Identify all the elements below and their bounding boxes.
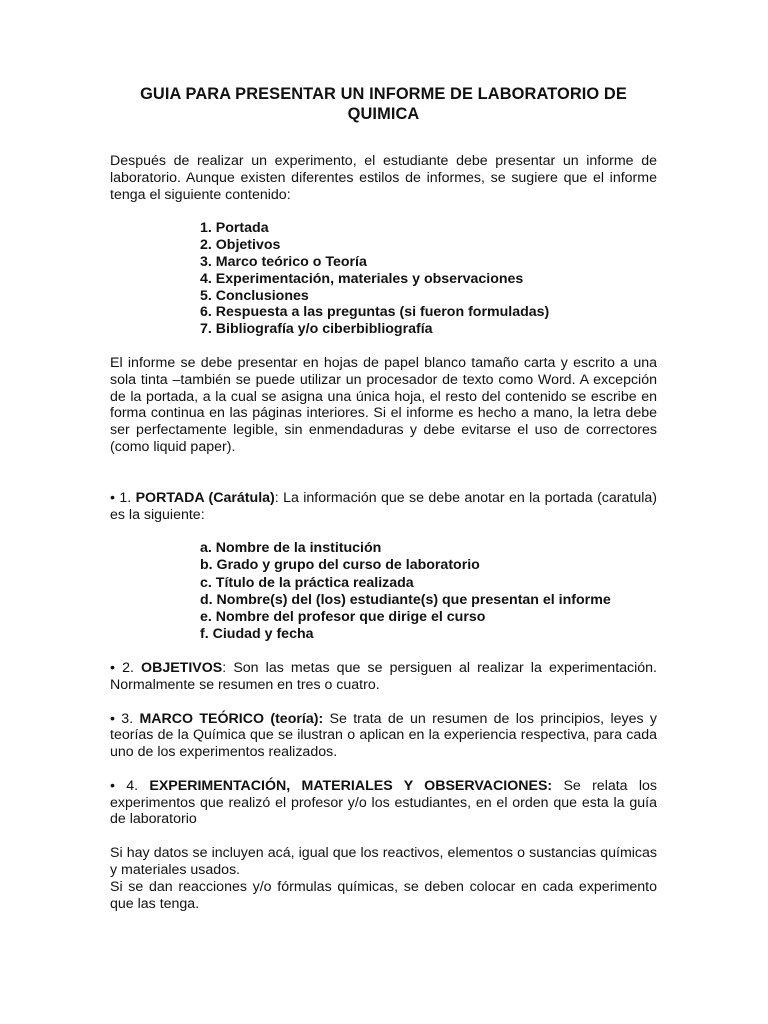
section-heading: OBJETIVOS (141, 659, 223, 676)
intro-paragraph: Después de realizar un experimento, el estudiante debe presentar un informe de laboratorio. Aunque existen diferentes estilos de informes, se sugiere que el informe tenga el siguiente contenido: (110, 153, 657, 203)
portada-items-list (200, 540, 657, 643)
list-item: f. Ciudad y fecha (200, 625, 314, 642)
section-heading: MARCO TEÓRICO (teoría): (139, 710, 324, 727)
list-item: d. Nombre(s) del (los) estudiante(s) que presentan el informe (200, 591, 611, 608)
list-item: a. Nombre de la institución (200, 540, 382, 557)
contents-list (200, 220, 657, 338)
list-item: 6. Respuesta a las preguntas (si fueron formuladas) (200, 304, 550, 321)
bullet-number: • 1. (110, 489, 136, 506)
section-marco-teorico (110, 711, 657, 761)
bullet-number: • 3. (110, 710, 140, 727)
experimentacion-reactions-paragraph: Si se dan reacciones y/o fórmulas químicas, se deben colocar en cada experimento que las tenga. (110, 878, 657, 912)
list-item: 4. Experimentación, materiales y observaciones (200, 270, 524, 287)
list-item: 1. Portada (200, 220, 269, 237)
section-objetivos (110, 660, 657, 694)
bullet-number: • 4. (110, 777, 150, 794)
list-item: b. Grado y grupo del curso de laboratorio (200, 557, 480, 574)
section-heading: PORTADA (Carátula) (135, 489, 275, 506)
bullet-number: • 2. (110, 659, 142, 676)
list-item: 7. Bibliografía y/o ciberbibliografía (200, 321, 433, 338)
section-text: Se relata los experimentos que realizó el profesor y/o los estudiantes, en el orden que esta la guía de laboratorio (110, 777, 657, 828)
section-text: : Son las metas que se persiguen al realizar la experimentación. Normalmente se resumen en tres o cuatro. (110, 659, 657, 693)
section-experimentacion (110, 778, 657, 828)
section-portada (110, 490, 657, 524)
list-item: e. Nombre del profesor que dirige el curso (200, 608, 486, 625)
section-text: : La información que se debe anotar en la portada (caratula) es la siguiente: (110, 489, 657, 523)
list-item: c. Título de la práctica realizada (200, 574, 414, 591)
list-item: 3. Marco teórico o Teoría (200, 253, 367, 270)
document-title: GUIA PARA PRESENTAR UN INFORME DE LABORATORIO DE QUIMICA (140, 85, 627, 123)
format-paragraph: El informe se debe presentar en hojas de papel blanco tamaño carta y escrito a una sola tinta –también se puede utilizar un procesador de texto como Word. A excepción de la portada, a la cual se asigna una única hoja, el resto del contenido se escribe en forma continua en las páginas interiores. Si el informe es hecho a mano, la letra debe ser perfectamente legible, sin enmendaduras y debe evitarse el uso de correctores (como liquid paper). (110, 354, 657, 455)
section-heading: EXPERIMENTACIÓN, MATERIALES Y OBSERVACIONES: (149, 777, 553, 794)
list-item: 5. Conclusiones (200, 287, 309, 304)
experimentacion-data-paragraph: Si hay datos se incluyen acá, igual que los reactivos, elementos o sustancias químicas y materiales usados. (110, 845, 657, 879)
document-page (110, 84, 657, 912)
section-text: Se trata de un resumen de los principios, leyes y teorías de la Química que se ilustran o aplican en la experiencia respectiva, para cada uno de los experimentos realizados. (110, 710, 657, 761)
list-item: 2. Objetivos (200, 237, 281, 254)
